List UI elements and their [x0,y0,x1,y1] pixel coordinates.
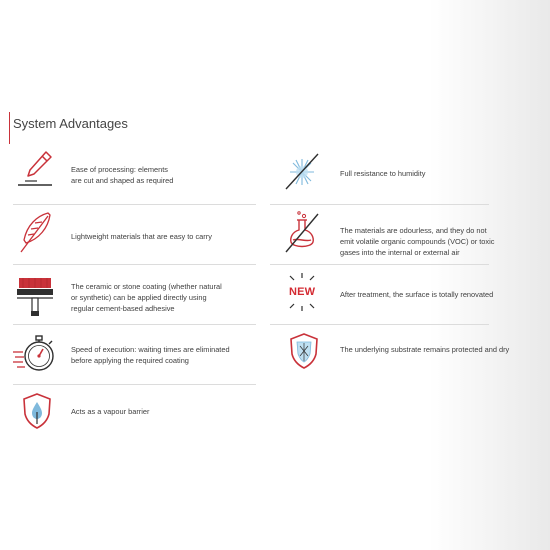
separator-left-1 [13,204,256,205]
advantage-text: Full resistance to humidity [340,169,426,178]
separator-left-3 [13,324,256,325]
advantage-text: The materials are odourless, and they do not emit volatile organic compounds (VOC) or toxic gases into the internal or external air [340,226,495,257]
advantage-text: The underlying substrate remains protected and dry [340,345,510,354]
separator-right-1 [270,204,489,205]
feather-icon [15,210,55,256]
advantage-text: Ease of processing: elements are cut and shaped as required [71,165,174,185]
title-accent-bar [9,112,10,144]
no-humidity-icon [282,151,322,191]
advantage-text: Lightweight materials that are easy to carry [71,232,212,241]
advantage-text: Speed of execution: waiting times are eliminated before applying the required coating [71,345,230,365]
advantage-text: The ceramic or stone coating (whether natural or synthetic) can be applied directly using regular cement-based adhesive [71,282,222,313]
system-advantages-section [9,104,510,441]
advantage-text: Acts as a vapour barrier [71,407,150,416]
cutter-knife-icon [15,149,55,189]
stopwatch-icon [11,332,57,376]
no-chemicals-flask-icon [282,210,322,254]
trowel-coating-icon [15,276,55,320]
new-badge-label: NEW [289,286,316,298]
shield-substrate-icon [288,332,320,370]
separator-right-2 [270,264,489,265]
advantage-text: After treatment, the surface is totally renovated [340,290,494,299]
separator-left-2 [13,264,256,265]
separator-left-4 [13,384,256,385]
separator-right-3 [270,324,489,325]
section-title: System Advantages [13,116,128,131]
vapour-barrier-shield-icon [21,392,53,430]
